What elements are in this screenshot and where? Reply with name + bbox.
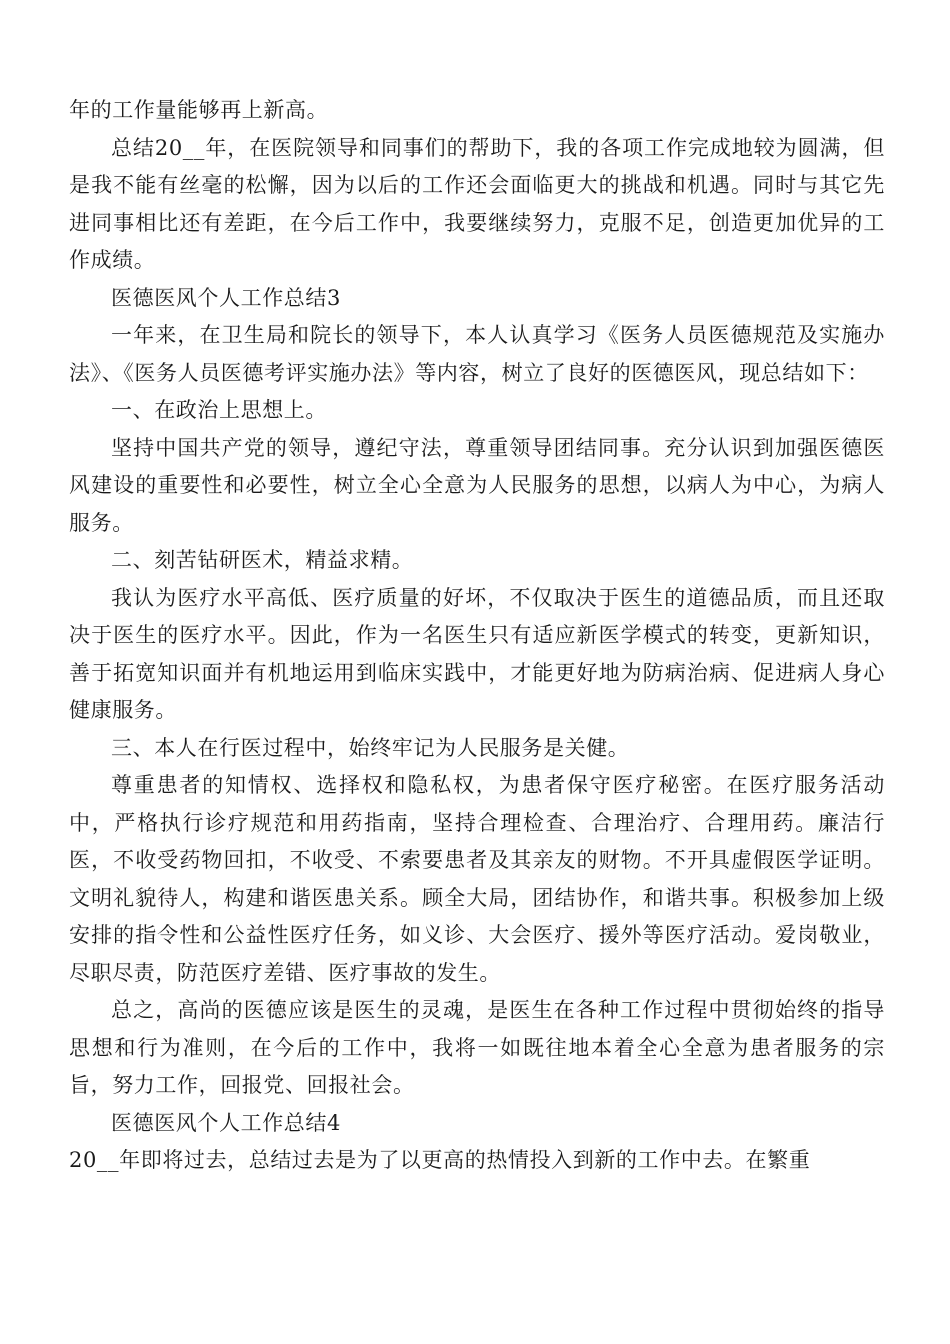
paragraph-politics: 坚持中国共产党的领导，遵纪守法，尊重领导团结同事。充分认识到加强医德医风建设的重要性和必要性，树立全心全意为人民服务的思想，以病人为中心，为病人服务。 (69, 435, 885, 535)
document-body (69, 92, 885, 1180)
subheading-serve-people: 三、本人在行医过程中，始终牢记为人民服务是关健。 (111, 735, 630, 760)
section-title-4: 医德医风个人工作总结4 (111, 1110, 341, 1135)
subheading-politics: 一、在政治上思想上。 (111, 398, 327, 422)
paragraph-continuation: 年的工作量能够再上新高。 (69, 98, 329, 122)
paragraph-summary-2020: 总结20__年，在医院领导和同事们的帮助下，我的各项工作完成地较为圆满，但是我不能有丝毫的松懈，因为以后的工作还会面临更大的挑战和机遇。同时与其它先进同事相比还有差距，在今后工作中，我要继续努力，克服不足，创造更加优异的工作成绩。 (69, 135, 885, 272)
paragraph-intro-4: 20__年即将过去，总结过去是为了以更高的热情投入到新的工作中去。在繁重 (69, 1148, 811, 1172)
paragraph-conclusion: 总之，高尚的医德应该是医生的灵魂，是医生在各种工作过程中贯彻始终的指导思想和行为准则，在今后的工作中，我将一如既往地本着全心全意为患者服务的宗旨，努力工作，回报党、回报社会。 (69, 998, 885, 1097)
paragraph-patient-rights: 尊重患者的知情权、选择权和隐私权，为患者保守医疗秘密。在医疗服务活动中，严格执行诊疗规范和用药指南，坚持合理检查、合理治疗、合理用药。廉洁行医，不收受药物回扣，不收受、不索要患者及其亲友的财物。不开具虚假医学证明。文明礼貌待人，构建和谐医患关系。顾全大局，团结协作，和谐共事。积极参加上级安排的指令性和公益性医疗任务，如义诊、大会医疗、援外等医疗活动。爱岗敬业，尽职尽责，防范医疗差错、医疗事故的发生。 (69, 773, 885, 985)
subheading-medical-skill: 二、刻苦钻研医术，精益求精。 (111, 548, 414, 572)
paragraph-intro-3: 一年来，在卫生局和院长的领导下，本人认真学习《医务人员医德规范及实施办法》、《医务人员医德考评实施办法》等内容，树立了良好的医德医风，现总结如下： (69, 323, 885, 385)
paragraph-medical-skill: 我认为医疗水平高低、医疗质量的好坏，不仅取决于医生的道德品质，而且还取决于医生的医疗水平。因此，作为一名医生只有适应新医学模式的转变，更新知识，善于拓宽知识面并有机地运用到临床实践中，才能更好地为防病治病、促进病人身心健康服务。 (69, 585, 885, 722)
section-title-3: 医德医风个人工作总结3 (111, 285, 341, 310)
